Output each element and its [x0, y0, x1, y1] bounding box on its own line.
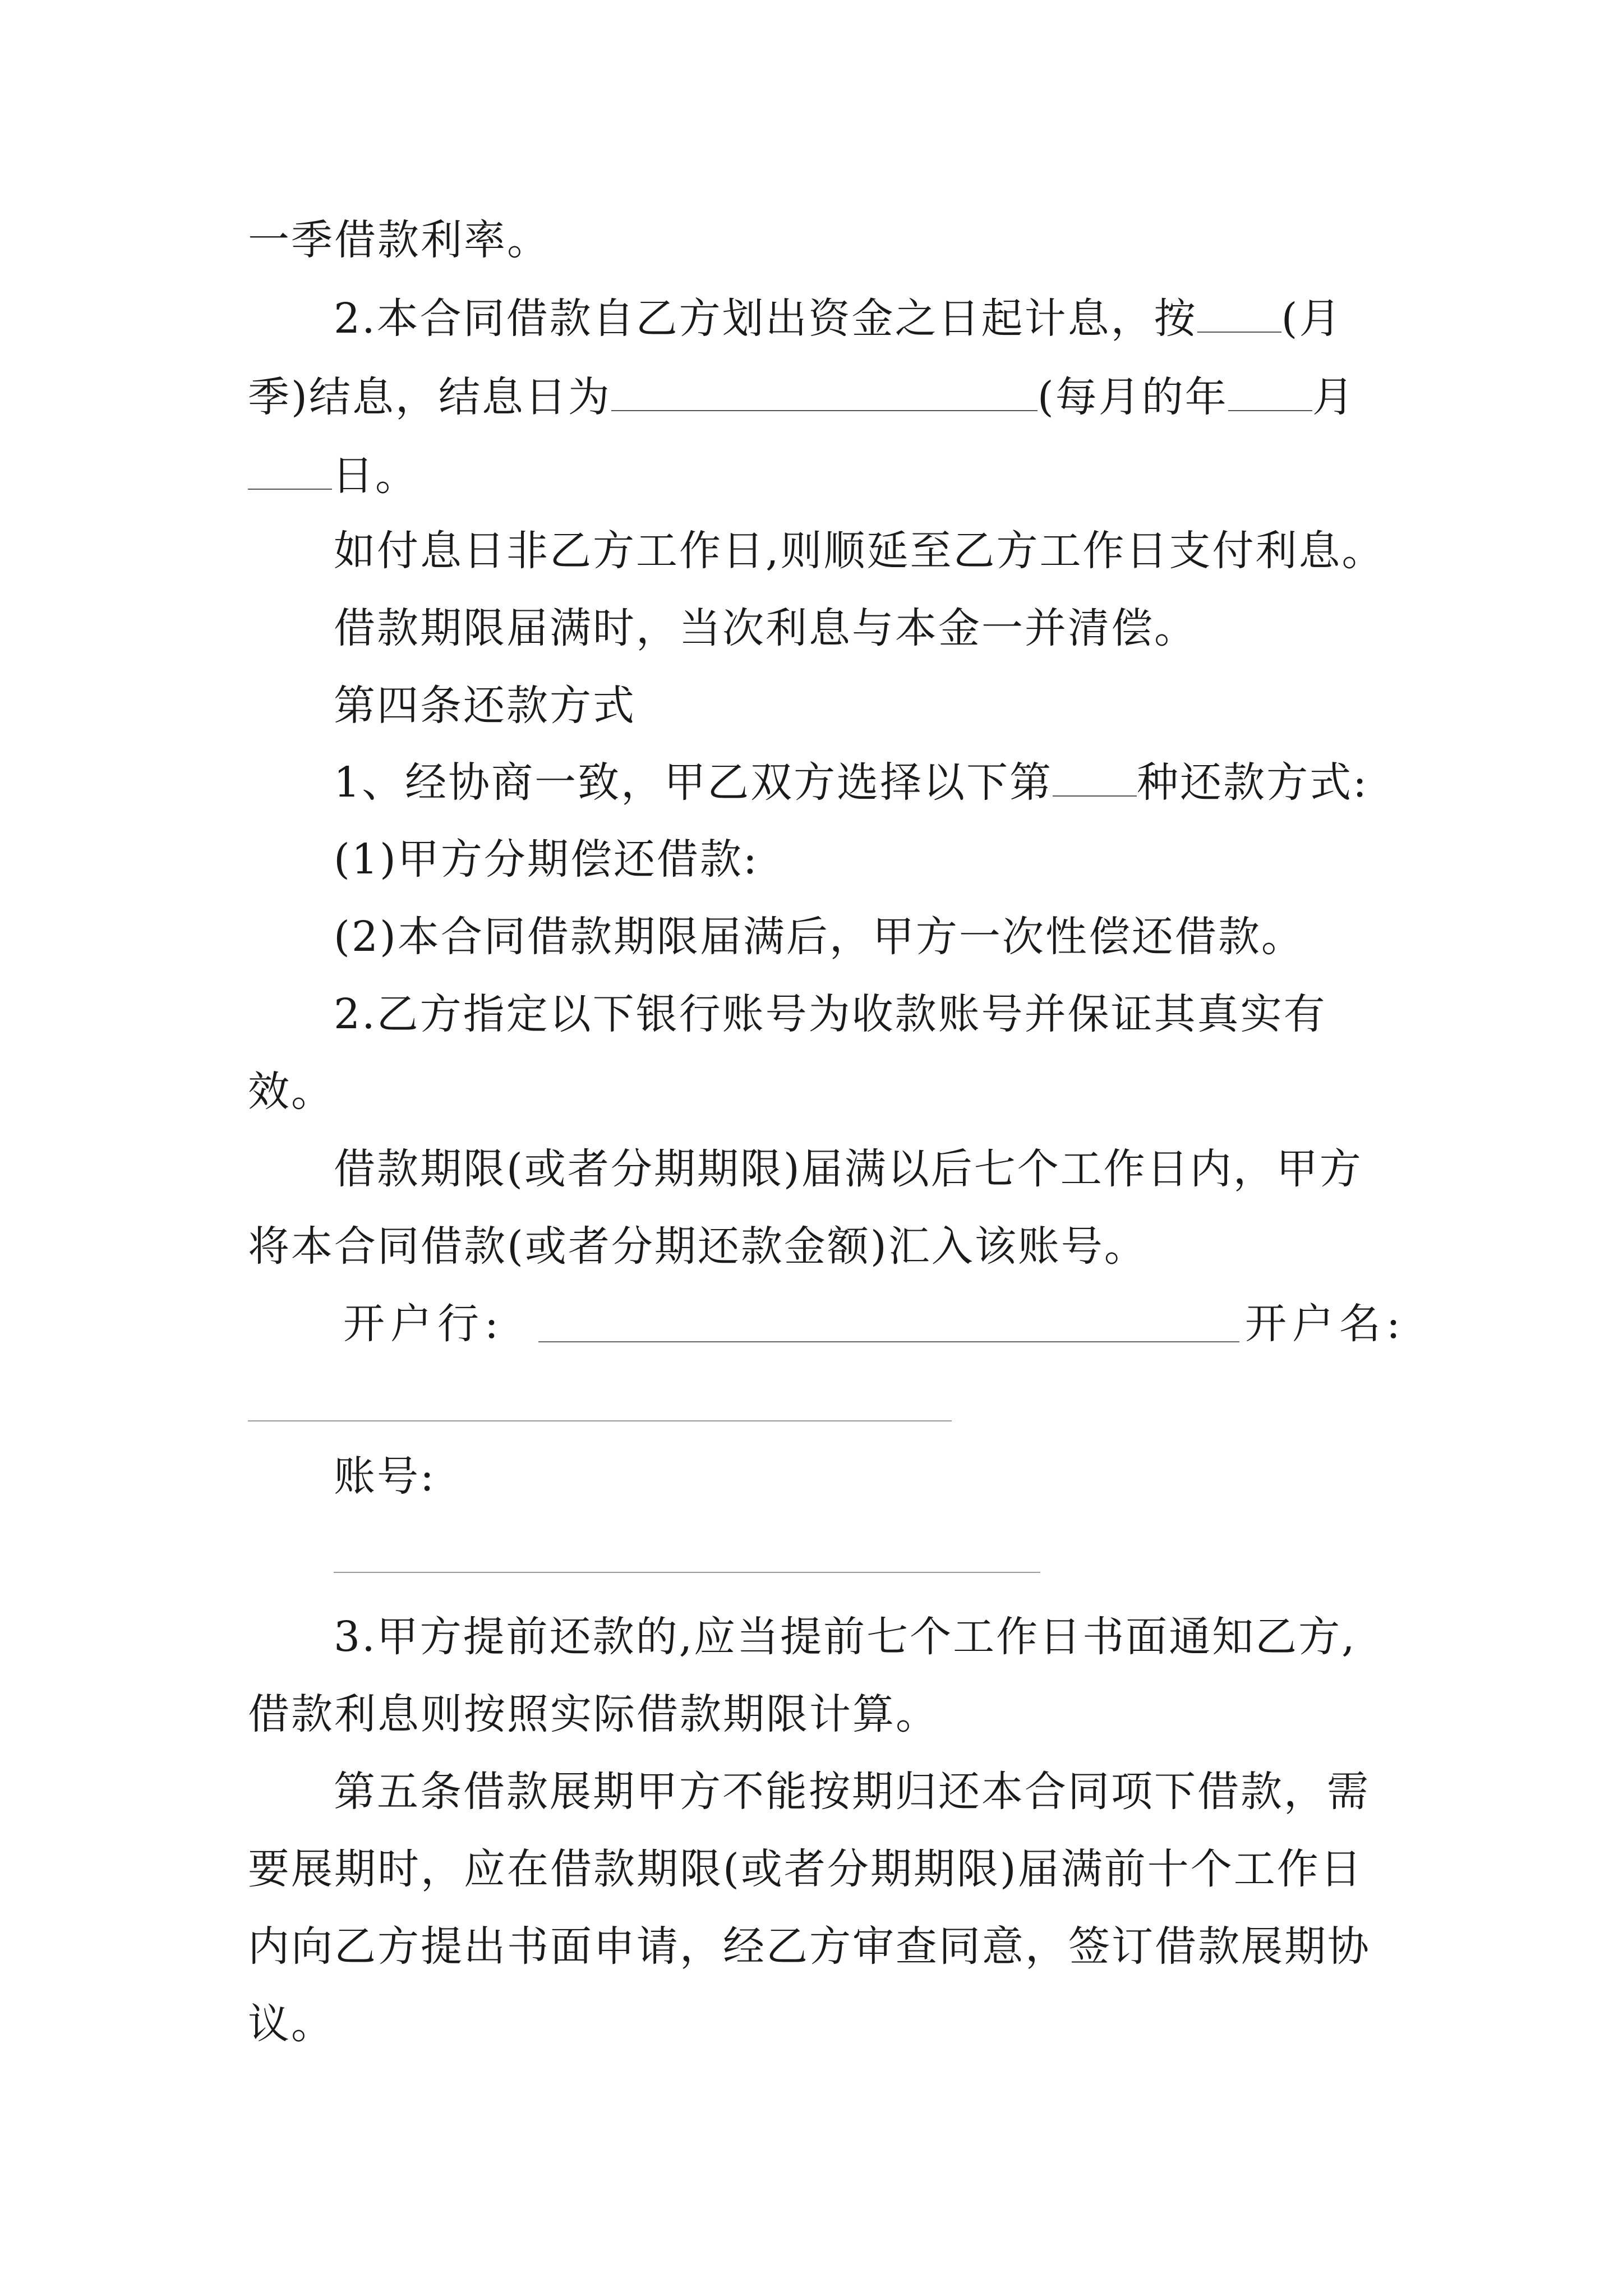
settlement-date-line — [248, 369, 1355, 425]
paragraph-line: 如付息日非乙方工作日,则顺延至乙方工作日支付利息。 — [334, 527, 1385, 575]
text: (月 — [1281, 295, 1343, 343]
text: 1、经协商一致，甲乙双方选择以下第 — [334, 758, 1053, 807]
bank-name-blank — [538, 1341, 1239, 1342]
repayment-choice-line — [334, 754, 1368, 811]
section-heading: 第四条还款方式 — [334, 682, 636, 730]
paragraph-line: 2.乙方指定以下银行账号为收款账号并保证其真实有 — [334, 990, 1327, 1038]
blank-field — [1197, 295, 1281, 333]
paragraph-line: 借款利息则按照实际借款期限计算。 — [248, 1690, 939, 1738]
account-name-blank — [248, 1420, 952, 1421]
bank-label: 开户行: — [343, 1300, 504, 1348]
paragraph-line: 借款期限届满时，当次利息与本金一并清偿。 — [334, 604, 1197, 652]
text: 种还款方式: — [1137, 758, 1369, 807]
paragraph-line: 议。 — [248, 2000, 334, 2048]
blank-field — [248, 452, 332, 490]
blank-field — [1228, 373, 1312, 411]
paragraph-line: 效。 — [248, 1068, 334, 1116]
paragraph-line: (2)本合同借款期限届满后，甲方一次性偿还借款。 — [334, 913, 1304, 961]
paragraph-line: 借款期限(或者分期期限)届满以后七个工作日内，甲方 — [334, 1145, 1363, 1193]
paragraph-line: 要展期时，应在借款期限(或者分期期限)届满前十个工作日 — [248, 1845, 1363, 1893]
text: 日。 — [332, 452, 418, 500]
blank-field — [611, 373, 1038, 411]
paragraph-line: 将本合同借款(或者分期还款金额)汇入该账号。 — [248, 1222, 1147, 1271]
day-line — [248, 448, 418, 504]
text: 2.本合同借款自乙方划出资金之日起计息，按 — [334, 295, 1197, 343]
text: (每月的年 — [1037, 373, 1228, 421]
account-number-label: 账号: — [334, 1452, 436, 1501]
paragraph-line: 内向乙方提出书面申请，经乙方审查同意，签订借款展期协 — [248, 1922, 1371, 1971]
paragraph-line: 一季借款利率。 — [248, 216, 550, 264]
blank-field — [1053, 758, 1137, 797]
paragraph-line: 第五条借款展期甲方不能按期归还本合同项下借款，需 — [334, 1768, 1370, 1816]
account-name-label: 开户名: — [1245, 1300, 1406, 1348]
interest-clause-line — [334, 291, 1342, 347]
text: 月 — [1312, 373, 1355, 421]
text: 季)结息，结息日为 — [248, 373, 611, 421]
account-number-blank — [334, 1572, 1040, 1573]
paragraph-line: (1)甲方分期偿还借款: — [334, 835, 759, 884]
paragraph-line: 3.甲方提前还款的,应当提前七个工作日书面通知乙方, — [334, 1613, 1357, 1661]
